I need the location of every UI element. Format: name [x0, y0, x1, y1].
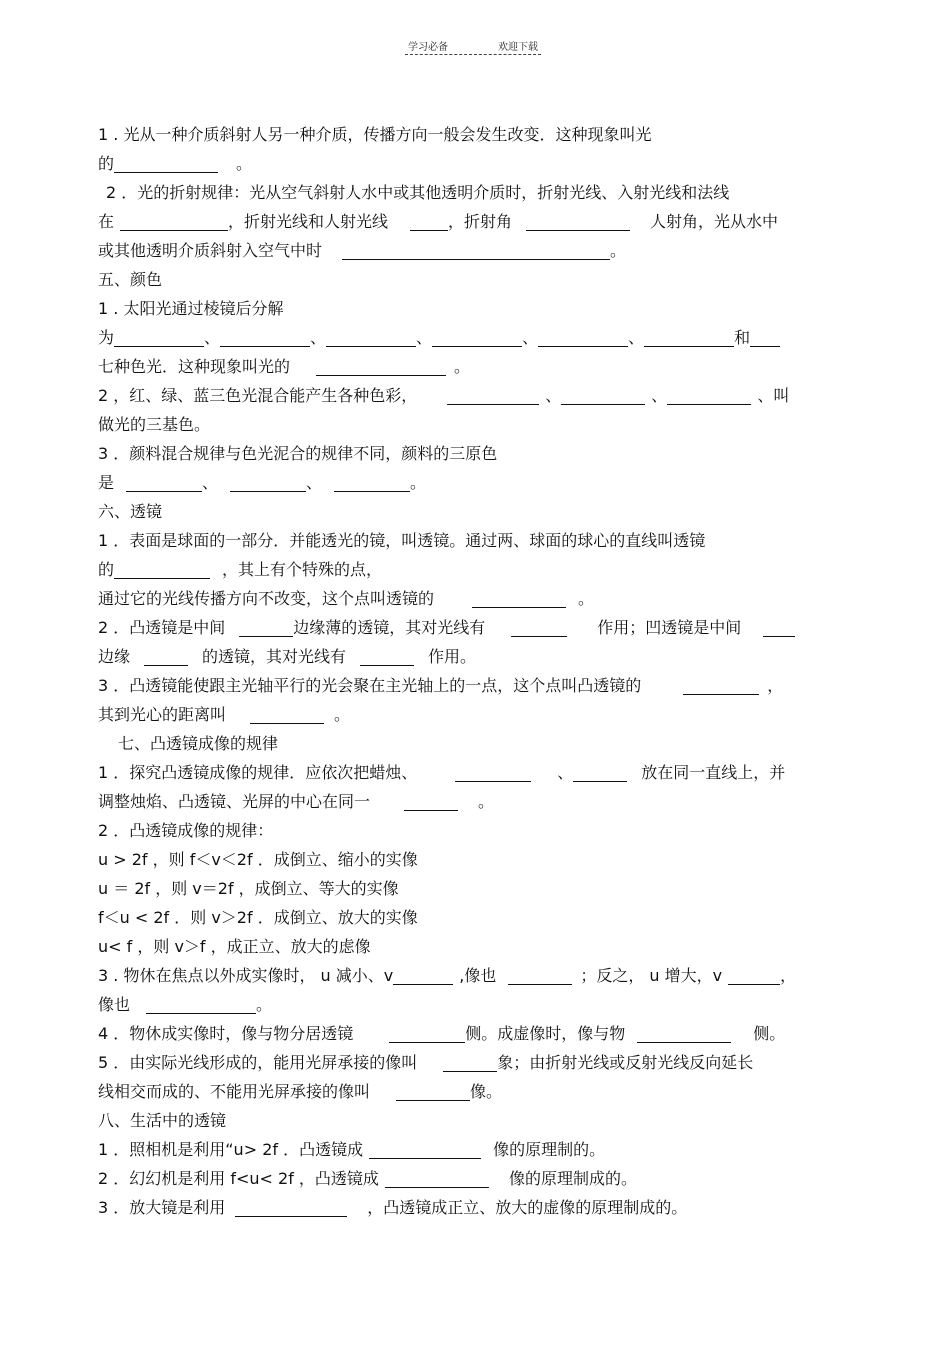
answer-blank[interactable] — [472, 587, 566, 608]
text-line: 1 . 光从一种介质斜射人另一种介质，传播方向一般会发生改变．这种现象叫光 — [98, 125, 652, 144]
answer-blank[interactable] — [114, 326, 204, 347]
text-line: 1 ．探究凸透镜成像的规律．应依次把蜡烛、 、 放在同一直线上，并 — [98, 763, 786, 782]
answer-blank[interactable] — [334, 471, 410, 492]
header-divider — [405, 54, 541, 55]
section-heading: 八、生活中的透镜 — [98, 1111, 227, 1130]
section-heading: 七、凸透镜成像的规律 — [118, 734, 279, 753]
answer-blank[interactable] — [235, 1196, 347, 1217]
text-line: 在 ，折射光线和人射光线 ，折射角 人射角，光从水中 — [98, 212, 779, 231]
answer-blank[interactable] — [763, 616, 795, 637]
answer-blank[interactable] — [239, 616, 293, 637]
answer-blank[interactable] — [538, 326, 628, 347]
text-line: 2 ．幻幻机是利用 f<u< 2f ，凸透镜成 像的原理制成的。 — [98, 1169, 637, 1188]
text-line: 其到光心的距离叫 。 — [98, 705, 351, 724]
text-line: u< f ，则 v＞f ，成正立、放大的虑像 — [98, 937, 371, 956]
text-line: 1 ．照相机是利用“u> 2f ．凸透镜成 像的原理制的。 — [98, 1140, 606, 1159]
text-line: 是 、 、 。 — [98, 473, 427, 492]
text-line: 2 ．凸透镜成像的规律： — [98, 821, 274, 840]
answer-blank[interactable] — [443, 1051, 497, 1072]
answer-blank[interactable] — [637, 1022, 731, 1043]
text-line: 3 ．凸透镜能使跟主光轴平行的光会聚在主光轴上的一点，这个点叫凸透镜的 ， — [98, 676, 784, 695]
text-line: 做光的三基色。 — [98, 415, 211, 434]
text-line: 的 ，其上有个特殊的点， — [98, 560, 383, 579]
answer-blank[interactable] — [526, 210, 630, 231]
text-line: 的 。 — [98, 154, 253, 173]
text-line: 为 、 、 、 、 、 和 — [98, 323, 858, 352]
text-line: 5 ．由实际光线形成的，能用光屏承接的像叫 象；由折射光线或反射光线反向延长 — [98, 1053, 754, 1072]
worksheet-body — [98, 120, 858, 1222]
answer-blank[interactable] — [683, 674, 759, 695]
answer-blank[interactable] — [220, 326, 310, 347]
text-line: u > 2f ，则 f＜v＜2f ．成倒立、缩小的实像 — [98, 850, 418, 869]
answer-blank[interactable] — [120, 210, 228, 231]
answer-blank[interactable] — [385, 1167, 489, 1188]
answer-blank[interactable] — [144, 645, 188, 666]
text-line: 像也 。 — [98, 995, 273, 1014]
answer-blank[interactable] — [250, 703, 324, 724]
answer-blank[interactable] — [750, 326, 780, 347]
answer-blank[interactable] — [396, 1080, 470, 1101]
answer-blank[interactable] — [447, 384, 539, 405]
text-line: 通过它的光线传播方向不改变，这个点叫透镜的 。 — [98, 589, 595, 608]
answer-blank[interactable] — [360, 645, 414, 666]
text-line: 或其他透明介质斜射入空气中时 。 — [98, 241, 627, 260]
answer-blank[interactable] — [369, 1138, 481, 1159]
section-heading: 六、透镜 — [98, 502, 163, 521]
text-line: 1 ．表面是球面的一部分．并能透光的镜，叫透镜。通过两、球面的球心的直线叫透镜 — [98, 531, 706, 550]
answer-blank[interactable] — [432, 326, 522, 347]
text-line: 4 ．物休成实像时，像与物分居透镜 侧。成虚像时，像与物 侧。 — [98, 1024, 786, 1043]
text-line: u ＝ 2f ，则 v＝2f ，成倒立、等大的实像 — [98, 879, 399, 898]
answer-blank[interactable] — [728, 964, 780, 985]
answer-blank[interactable] — [404, 790, 458, 811]
answer-blank[interactable] — [342, 239, 610, 260]
answer-blank[interactable] — [573, 761, 627, 782]
text-line: 线相交而成的、不能用光屏承接的像叫 像。 — [98, 1082, 503, 1101]
answer-blank[interactable] — [389, 1022, 465, 1043]
answer-blank[interactable] — [511, 616, 567, 637]
answer-blank[interactable] — [230, 471, 306, 492]
section-heading: 五、颜色 — [98, 270, 163, 289]
answer-blank[interactable] — [561, 384, 645, 405]
text-line: 3 . 物休在焦点以外成实像时， u 减小、v ,像也 ；反之， u 增大，v ， — [98, 966, 797, 985]
text-line: 1 . 太阳光通过棱镜后分解 — [98, 299, 284, 318]
answer-blank[interactable] — [316, 355, 446, 376]
answer-blank[interactable] — [644, 326, 734, 347]
answer-blank[interactable] — [114, 152, 218, 173]
answer-blank[interactable] — [126, 471, 202, 492]
text-line: 3 ．颜料混合规律与色光泥合的规律不同，颜料的三原色 — [98, 444, 498, 463]
answer-blank[interactable] — [455, 761, 531, 782]
answer-blank[interactable] — [667, 384, 751, 405]
page-header — [405, 38, 543, 58]
text-line: 边缘 的透镜，其对光线有 作用。 — [98, 647, 477, 666]
text-line: 2 ．凸透镜是中间 边缘薄的透镜，其对光线有 作用；凹透镜是中间 — [98, 613, 858, 642]
header-right: 欢迎下载 — [498, 42, 538, 53]
answer-blank[interactable] — [410, 210, 448, 231]
answer-blank[interactable] — [146, 993, 256, 1014]
text-line: 3 ．放大镜是利用 ，凸透镜成正立、放大的虚像的原理制成的。 — [98, 1198, 688, 1217]
text-line: 调整烛焰、凸透镜、光屏的中心在同一 。 — [98, 792, 495, 811]
answer-blank[interactable] — [326, 326, 416, 347]
text-line: 七种色光．这种现象叫光的 。 — [98, 357, 471, 376]
answer-blank[interactable] — [393, 964, 453, 985]
text-line: 2 ，红、绿、蓝三色光混合能产生各种色彩， 、 、 、叫 — [98, 386, 790, 405]
text-line: 2 ．光的折射规律：光从空气斜射人水中或其他透明介质时，折射光线、入射光线和法线 — [106, 183, 730, 202]
text-line: f＜u < 2f ．则 v＞2f ．成倒立、放大的实像 — [98, 908, 418, 927]
answer-blank[interactable] — [114, 558, 210, 579]
answer-blank[interactable] — [508, 964, 572, 985]
header-left: 学习必备 — [408, 42, 448, 53]
